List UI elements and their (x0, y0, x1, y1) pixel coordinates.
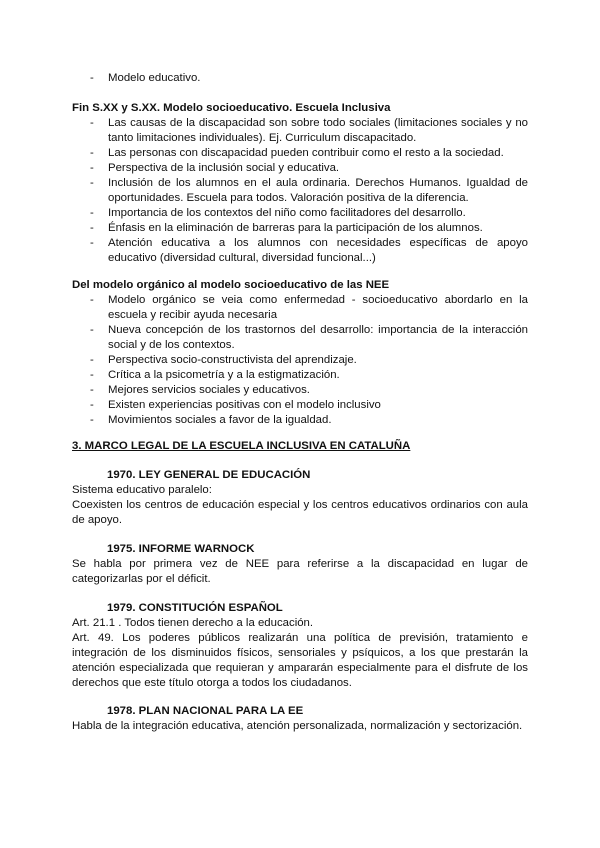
subsection-title: 1978. PLAN NACIONAL PARA LA EE (107, 705, 304, 717)
list-item: - Existen experiencias positivas con el modelo inclusivo (72, 398, 528, 413)
list-item: - Perspectiva de la inclusión social y educativa. (72, 161, 528, 176)
bullet-list (72, 293, 528, 428)
list-item: - Atención educativa a los alumnos con necesidades específicas de apoyo educativo (diversidad cultural, diversidad funcional...) (72, 236, 528, 266)
list-item: - Importancia de los contextos del niño como facilitadores del desarrollo. (72, 206, 528, 221)
list-item: - Crítica a la psicometría y a la estigmatización. (72, 368, 528, 383)
subsection-title: 1979. CONSTITUCIÓN ESPAÑOL (107, 602, 283, 614)
section-heading: Fin S.XX y S.XX. Modelo socioeducativo. Escuela Inclusiva (72, 102, 391, 114)
plan-nacional (72, 704, 528, 734)
section-3 (72, 439, 528, 454)
list-item: - Las personas con discapacidad pueden contribuir como el resto a la sociedad. (72, 146, 528, 161)
list-item: - Inclusión de los alumnos en el aula ordinaria. Derechos Humanos. Igualdad de oportunidades. Escuela para todos. Valoración positiva de la diferencia. (72, 176, 528, 206)
list-item: - Énfasis en la eliminación de barreras para la participación de los alumnos. (72, 221, 528, 236)
constitucion (72, 601, 528, 691)
bullet-list (72, 116, 528, 266)
list-item: - Modelo educativo. (72, 71, 528, 86)
subsection-title: 1970. LEY GENERAL DE EDUCACIÓN (107, 469, 311, 481)
list-item: - Perspectiva socio-constructivista del aprendizaje. (72, 353, 528, 368)
body-text: Se habla por primera vez de NEE para referirse a la discapacidad en lugar de categorizarlas por el déficit. (72, 558, 528, 585)
section-modelo (72, 278, 528, 428)
body-text: Habla de la integración educativa, atención personalizada, normalización y sectorización. (72, 720, 523, 732)
body-text: Art. 49. Los poderes públicos realizarán una política de previsión, tratamiento e integración de los disminuidos físicos, sensoriales y psíquicos, a los que prestarán la atención especializada que requieran y ampararán especialmente para el disfrute de los derechos que este título otorga a todos los ciudadanos. (72, 632, 528, 689)
section-title: 3. MARCO LEGAL DE LA ESCUELA INCLUSIVA EN CATALUÑA (72, 440, 411, 452)
list-item: - Modelo orgánico se veia como enfermedad - socioeducativo abordarlo en la escuela y recibir ayuda necesaria (72, 293, 528, 323)
list-item: - Nueva concepción de los trastornos del desarrollo: importancia de la interacción social y de los contextos. (72, 323, 528, 353)
intro-list (72, 71, 528, 86)
informe-warnock (72, 542, 528, 587)
list-item: - Mejores servicios sociales y educativos. (72, 383, 528, 398)
body-text: Art. 21.1 . Todos tienen derecho a la educación. (72, 617, 314, 629)
section-sxx (72, 101, 528, 266)
law-1970 (72, 468, 528, 528)
body-text: Coexisten los centros de educación especial y los centros educativos ordinarios con aula de apoyo. (72, 499, 528, 526)
list-item: - Movimientos sociales a favor de la igualdad. (72, 413, 528, 428)
list-item: - Las causas de la discapacidad son sobre todo sociales (limitaciones sociales y no tanto limitaciones individuales). Ej. Curriculum discapacitado. (72, 116, 528, 146)
subsection-title: 1975. INFORME WARNOCK (107, 543, 255, 555)
section-heading: Del modelo orgánico al modelo socioeducativo de las NEE (72, 279, 390, 291)
body-text: Sistema educativo paralelo: (72, 484, 212, 496)
